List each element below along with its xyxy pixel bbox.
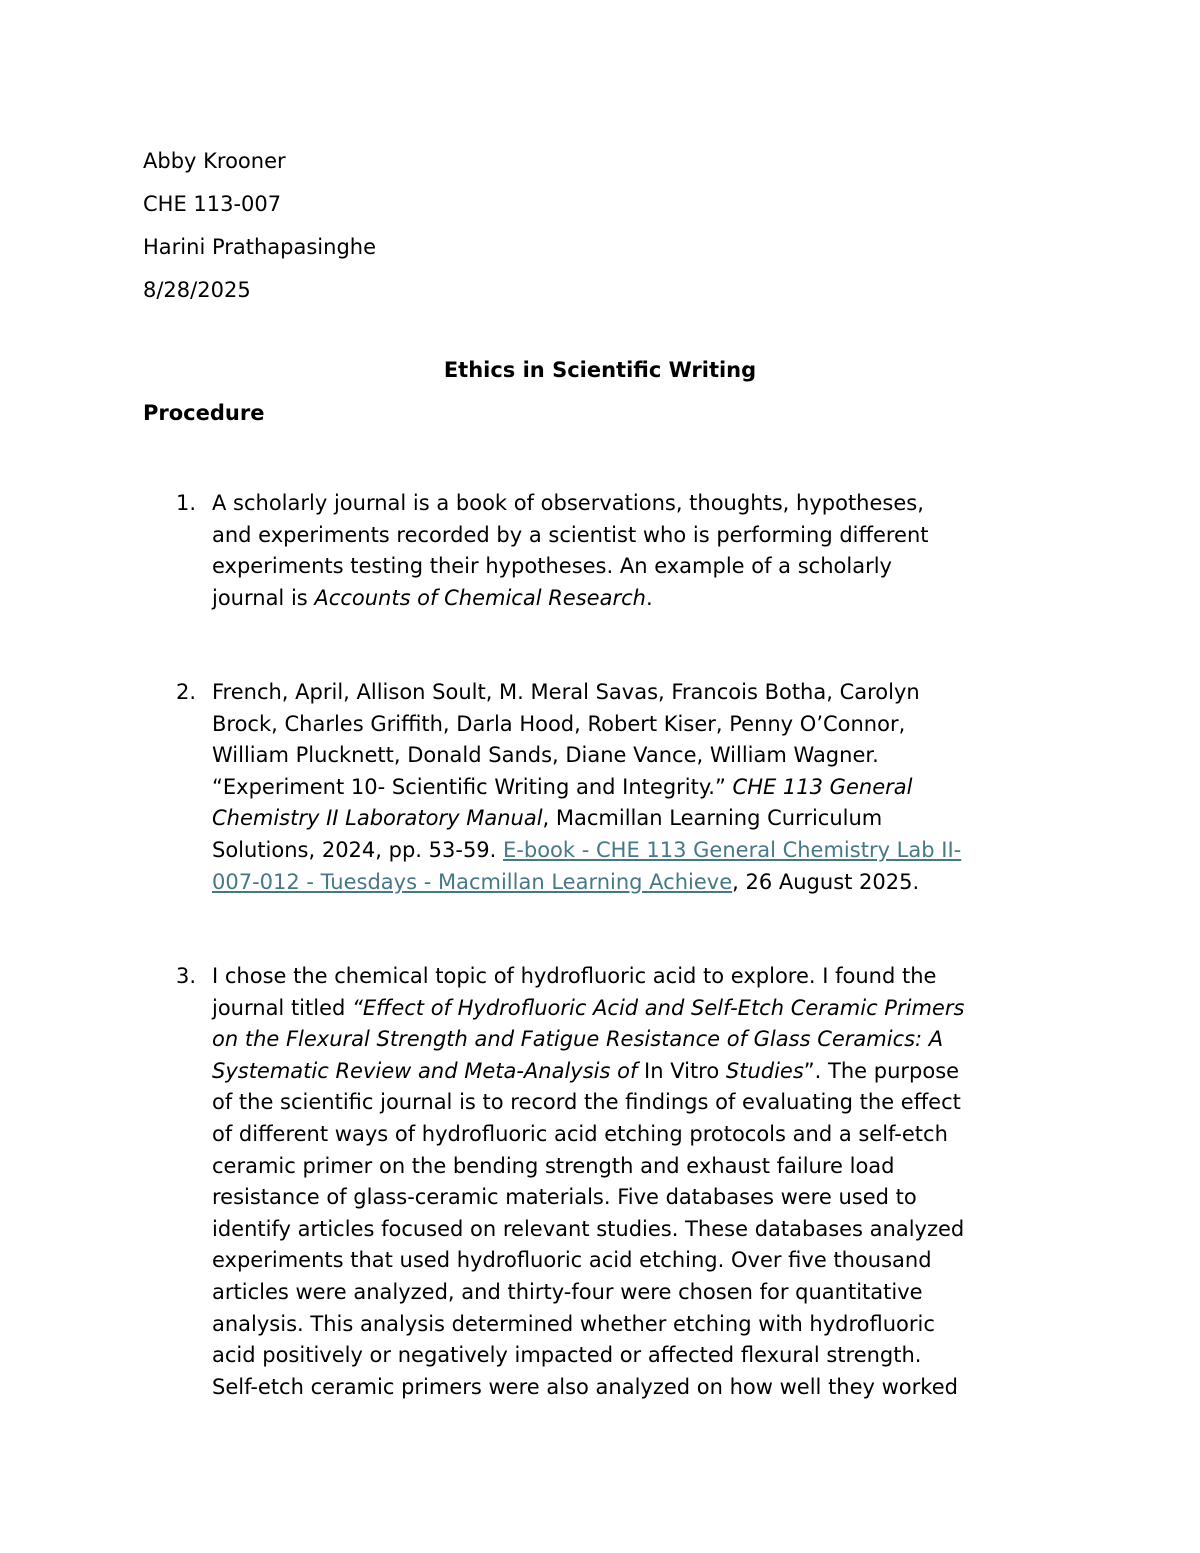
text-line: ceramic primer on the bending strength and exhaust failure load xyxy=(212,1153,895,1178)
text-line: articles were analyzed, and thirty-four were chosen for quantitative xyxy=(212,1279,923,1304)
article-title: on the Flexural Strength and Fatigue Resistance of Glass Ceramics: A xyxy=(212,1027,944,1052)
text-span: journal titled xyxy=(212,995,353,1020)
text-line: I chose the chemical topic of hydrofluoric acid to explore. I found the xyxy=(212,964,937,988)
manual-title: Chemistry II Laboratory Manual xyxy=(212,806,543,831)
text-line xyxy=(212,772,1072,804)
text-span: . xyxy=(645,585,653,610)
author-name: Abby Krooner xyxy=(143,149,286,173)
text-line: resistance of glass-ceramic materials. Five databases were used to xyxy=(212,1185,917,1210)
list-number: 1. xyxy=(176,491,197,515)
text-line: of the scientific journal is to record the findings of evaluating the effect xyxy=(212,1090,961,1115)
text-line: William Plucknett, Donald Sands, Diane Vance, William Wagner. xyxy=(212,743,879,768)
list-number: 2. xyxy=(176,680,197,704)
article-title-roman: In Vitro xyxy=(644,1058,720,1083)
text-line: and experiments recorded by a scientist who is performing different xyxy=(212,522,929,547)
course-code: CHE 113-007 xyxy=(143,192,282,216)
text-line: French, April, Allison Soult, M. Meral Savas, Francois Botha, Carolyn xyxy=(212,680,920,704)
article-title: Systematic Review and Meta-Analysis of xyxy=(212,1058,645,1083)
text-line: identify articles focused on relevant studies. These databases analyzed xyxy=(212,1216,965,1241)
ebook-link[interactable]: 007-012 - Tuesdays - Macmillan Learning Achieve xyxy=(212,869,733,894)
instructor-name: Harini Prathapasinghe xyxy=(143,235,376,259)
document-date: 8/28/2025 xyxy=(143,278,251,302)
text-line xyxy=(212,1056,1072,1088)
text-line xyxy=(212,835,1072,867)
text-line: experiments that used hydrofluoric acid etching. Over five thousand xyxy=(212,1248,932,1273)
text-line: Brock, Charles Griffith, Darla Hood, Robert Kiser, Penny O’Connor, xyxy=(212,711,906,736)
journal-name: Accounts of Chemical Research xyxy=(314,585,646,610)
text-line: acid positively or negatively impacted or affected flexural strength. xyxy=(212,1343,922,1368)
list-number: 3. xyxy=(176,964,197,988)
article-title: “Effect of Hydrofluoric Acid and Self-Etch Ceramic Primers xyxy=(352,995,965,1020)
header-block xyxy=(143,140,376,312)
text-line: A scholarly journal is a book of observations, thoughts, hypotheses, xyxy=(212,491,924,515)
section-heading-procedure: Procedure xyxy=(143,401,265,425)
text-span: “Experiment 10- Scientific Writing and Integrity.” xyxy=(212,774,733,799)
text-line: Self-etch ceramic primers were also analyzed on how well they worked xyxy=(212,1374,958,1399)
document-title: Ethics in Scientific Writing xyxy=(443,358,757,382)
manual-title: CHE 113 General xyxy=(732,774,913,799)
text-line: analysis. This analysis determined whether etching with hydrofluoric xyxy=(212,1311,935,1336)
article-title: Studies xyxy=(719,1058,804,1083)
text-span: , 26 August 2025. xyxy=(732,869,920,894)
list-item-1 xyxy=(176,488,1072,614)
text-span: , Macmillan Learning Curriculum xyxy=(542,806,883,831)
list-item-2 xyxy=(176,677,1072,898)
text-span: ”. The purpose xyxy=(803,1058,960,1083)
text-line xyxy=(212,867,1072,899)
text-span: Solutions, 2024, pp. 53-59. xyxy=(212,837,504,862)
text-line xyxy=(212,803,1072,835)
text-line xyxy=(212,993,1072,1025)
list-item-3 xyxy=(176,961,1072,1403)
ebook-link[interactable]: E-book - CHE 113 General Chemistry Lab II- xyxy=(503,837,962,862)
text-line: experiments testing their hypotheses. An example of a scholarly xyxy=(212,554,892,579)
text-line xyxy=(212,583,1072,615)
text-line: of different ways of hydrofluoric acid etching protocols and a self-etch xyxy=(212,1121,948,1146)
text-span: journal is xyxy=(212,585,315,610)
